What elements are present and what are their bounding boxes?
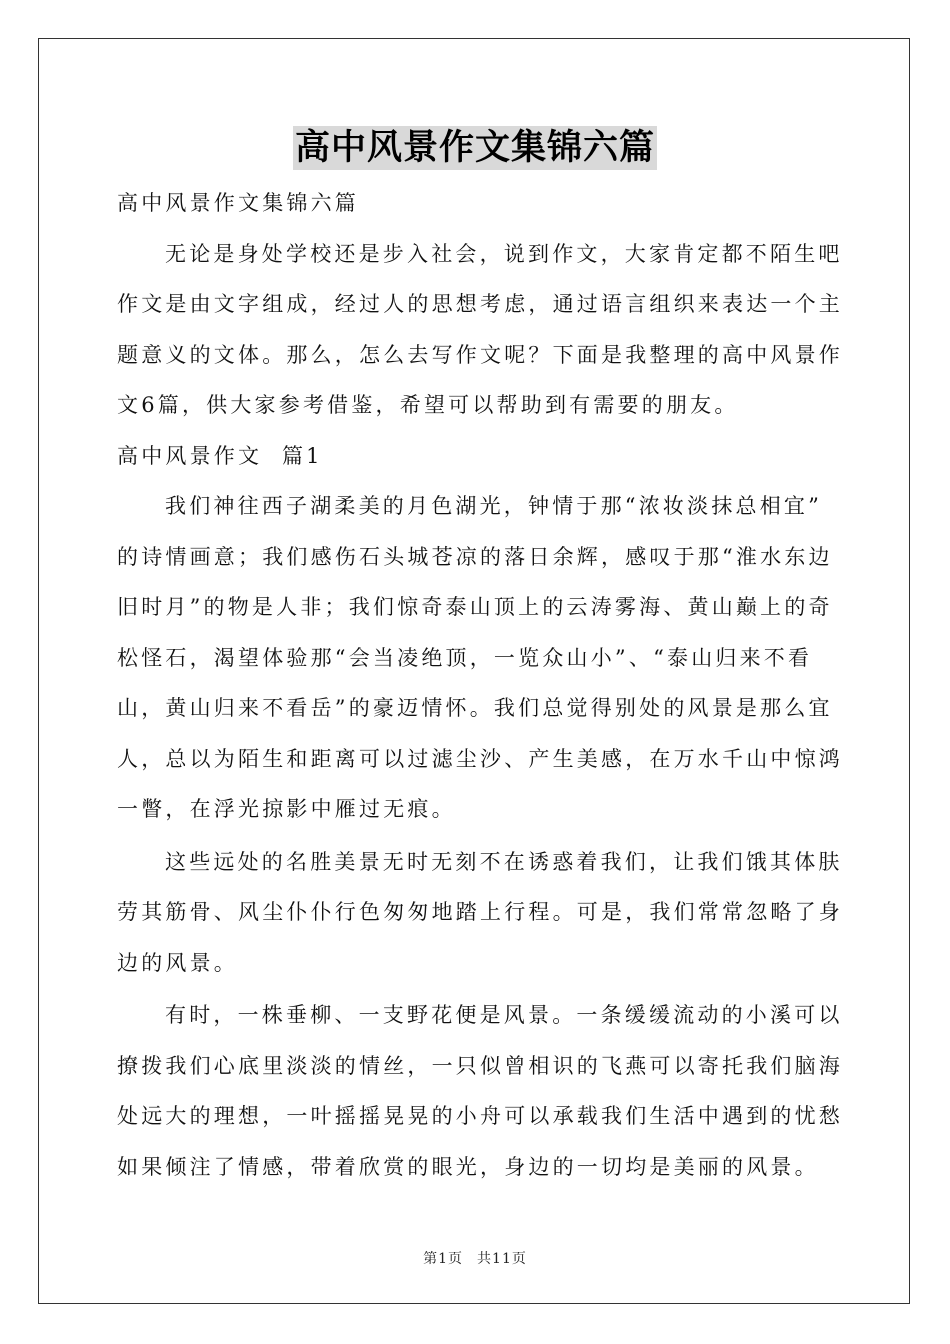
section-heading: 高中风景作文 篇1 (117, 443, 323, 468)
paragraph-2 (117, 837, 843, 989)
text-line: 边的风景。 (117, 950, 238, 975)
title-wrap (0, 126, 950, 170)
document-subtitle: 高中风景作文集锦六篇 (117, 191, 359, 215)
page-number: 第1页 (423, 1251, 464, 1267)
text-line: 这些远处的名胜美景无时无刻不在诱惑着我们，让我们饿其体肤 (165, 849, 843, 874)
document-title: 高中风景作文集锦六篇 (294, 128, 655, 168)
text-line: 人，总以为陌生和距离可以过滤尘沙、产生美感，在万水千山中惊鸿 (117, 746, 843, 771)
paragraph-1 (117, 481, 843, 835)
text-line: 文6篇，供大家参考借鉴，希望可以帮助到有需要的朋友。 (117, 393, 739, 417)
document-body (117, 178, 843, 1192)
text-line: 有时，一株垂柳、一支野花便是风景。一条缓缓流动的小溪可以 (165, 1003, 843, 1027)
intro-paragraph (117, 229, 843, 431)
text-line: 劳其筋骨、风尘仆仆行色匆匆地踏上行程。可是，我们常常忽略了身 (117, 900, 843, 924)
page-total: 共11页 (477, 1251, 527, 1267)
text-line: 处远大的理想，一叶摇摇晃晃的小舟可以承载我们生活中遇到的忧愁 (117, 1104, 843, 1128)
text-line: 旧时月”的物是人非；我们惊奇泰山顶上的云涛雾海、黄山巅上的奇 (117, 595, 833, 619)
text-line: 的诗情画意；我们感伤石头城苍凉的落日余辉，感叹于那“淮水东边 (117, 544, 833, 569)
text-line: 山，黄山归来不看岳”的豪迈情怀。我们总觉得别处的风景是那么宜 (117, 696, 833, 720)
paragraph-3 (117, 990, 843, 1192)
text-line: 如果倾注了情感，带着欣赏的眼光，身边的一切均是美丽的风景。 (117, 1154, 819, 1179)
text-line: 作文是由文字组成，经过人的思想考虑，通过语言组织来表达一个主 (117, 292, 843, 316)
text-line: 我们神往西子湖柔美的月色湖光，钟情于那“浓妆淡抹总相宜” (165, 494, 823, 518)
text-line: 松怪石，渴望体验那“会当凌绝顶，一览众山小”、“泰山归来不看 (117, 645, 813, 670)
text-line: 一瞥，在浮光掠影中雁过无痕。 (117, 797, 456, 821)
page-footer (0, 1248, 950, 1268)
text-line: 无论是身处学校还是步入社会，说到作文，大家肯定都不陌生吧 (165, 241, 843, 266)
text-line: 撩拨我们心底里淡淡的情丝，一只似曾相识的飞燕可以寄托我们脑海 (117, 1053, 843, 1078)
text-line: 题意义的文体。那么，怎么去写作文呢？下面是我整理的高中风景作 (117, 342, 843, 367)
